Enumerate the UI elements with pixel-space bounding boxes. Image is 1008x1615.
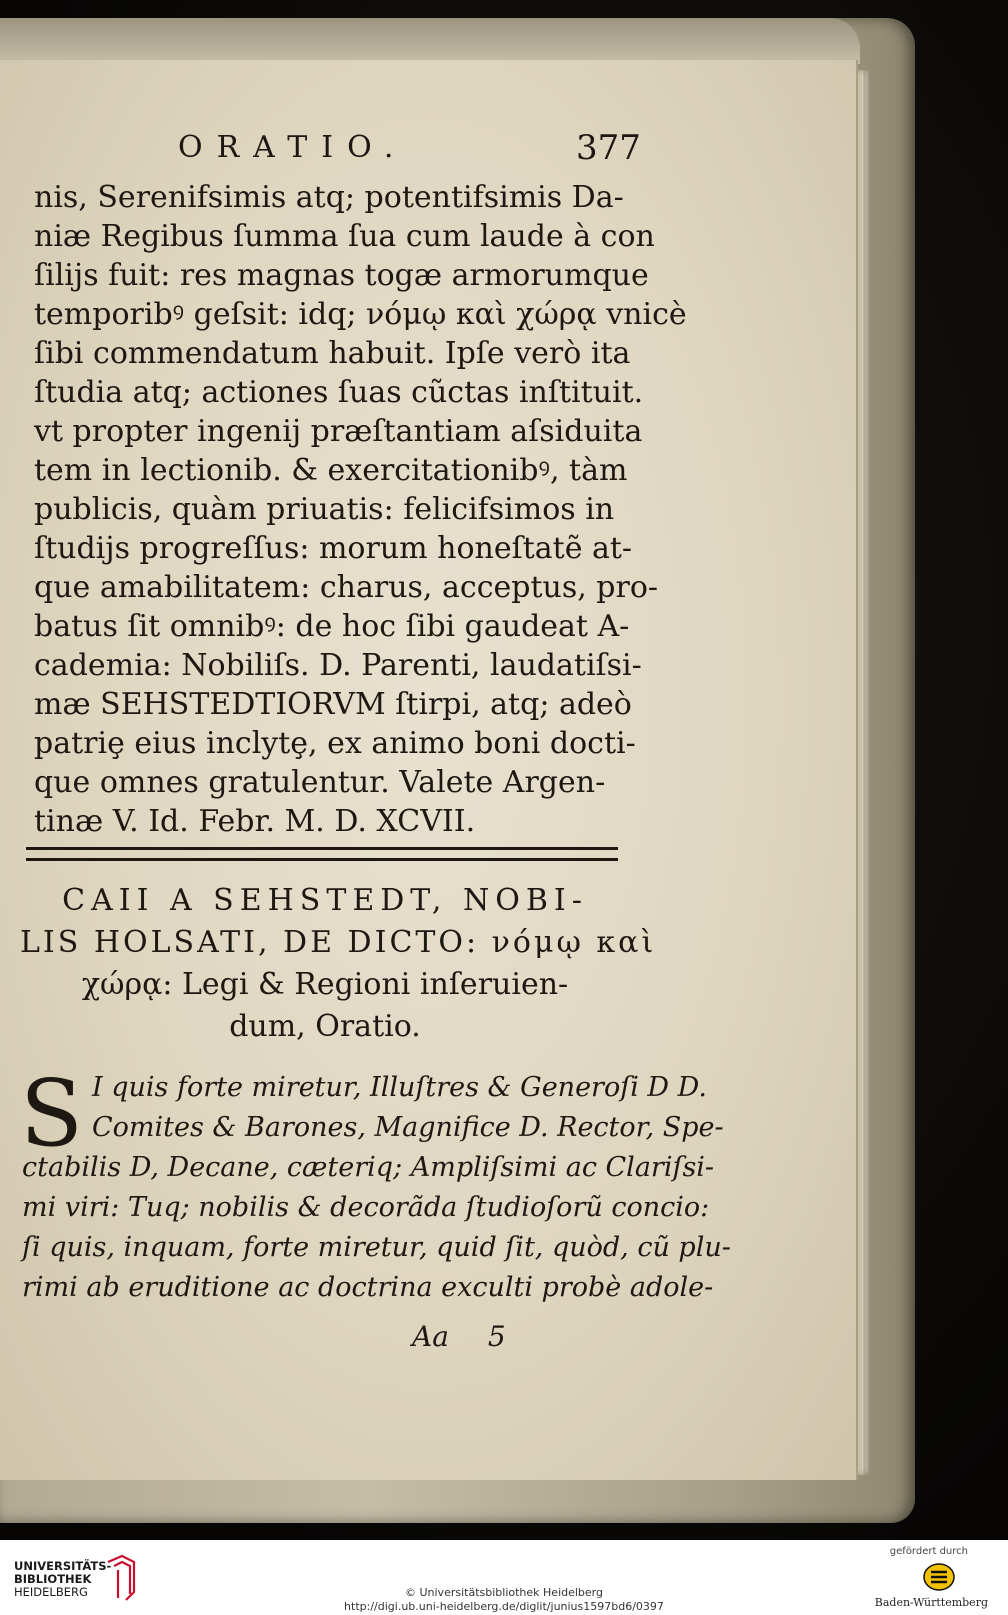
source-url[interactable]: http://digi.ub.uni-heidelberg.de/diglit/junius1597bd6/0397 bbox=[344, 1600, 664, 1613]
body-text bbox=[34, 178, 687, 841]
text-line: ſilijs fuit: res magnas togæ armorumque bbox=[34, 258, 649, 293]
text-line: nis, Serenifsimis atq; potentifsimis Da- bbox=[34, 180, 624, 215]
text-line: vt propter ingenij præſtantiam aſsiduita bbox=[34, 414, 643, 449]
text-line: I quis forte miretur, Illuſtres & Generoſi D D. bbox=[92, 1072, 707, 1103]
running-head: ORATIO. bbox=[178, 130, 408, 165]
text-line: que amabilitatem: charus, acceptus, pro- bbox=[34, 570, 659, 605]
text-line: mæ SEHSTEDTIORVM ſtirpi, atq; adeò bbox=[34, 687, 632, 722]
library-name-line: UNIVERSITÄTS- bbox=[14, 1559, 112, 1573]
footer-bar bbox=[0, 1540, 1008, 1615]
state-coat-of-arms-icon bbox=[922, 1562, 956, 1592]
library-name-line: BIBLIOTHEK bbox=[14, 1572, 92, 1586]
page-number: 377 bbox=[576, 128, 641, 168]
text-line: ſtudia atq; actiones ſuas cũctas inſtituit. bbox=[34, 375, 644, 410]
text-line: cademia: Nobiliſs. D. Parenti, laudatiſsi- bbox=[34, 648, 642, 683]
binding-top-edge bbox=[0, 18, 860, 64]
text-line: tem in lectionib. & exercitationibꝰ, tàm bbox=[34, 453, 628, 488]
library-name-line: HEIDELBERG bbox=[14, 1585, 88, 1599]
double-rule-divider bbox=[26, 847, 618, 861]
text-line: ſi quis, inquam, forte miretur, quid ſit, quòd, cũ plu- bbox=[22, 1232, 731, 1263]
sponsor-label: gefördert durch bbox=[889, 1546, 968, 1557]
text-line: rimi ab eruditione ac doctrina exculti probè adole- bbox=[22, 1272, 714, 1303]
text-line: niæ Regibus ſumma ſua cum laude à con bbox=[34, 219, 655, 254]
text-line: ctabilis D, Decane, cæteriq; Ampliſsimi ac Clariſsi- bbox=[22, 1152, 715, 1183]
book-page bbox=[0, 60, 858, 1480]
text-line: mi viri: Tuq; nobilis & decorãda ſtudioſorũ concio: bbox=[22, 1192, 710, 1223]
sponsor-name: Baden-Württemberg bbox=[874, 1596, 988, 1609]
signature-mark: Aa 5 bbox=[412, 1320, 506, 1353]
copyright-text: © Universitätsbibliothek Heidelberg bbox=[404, 1586, 603, 1599]
text-line: ſibi commendatum habuit. Ipſe verò ita bbox=[34, 336, 631, 371]
text-line: temporibꝰ geſsit: idq; νόμῳ καὶ χώρᾳ vnicè bbox=[34, 297, 687, 332]
text-line: Comites & Barones, Magnifice D. Rector, Spe- bbox=[92, 1112, 724, 1143]
heading-line: LIS HOLSATI, DE DICTO: νόμῳ καὶ bbox=[20, 925, 657, 960]
drop-cap-initial: S bbox=[20, 1060, 84, 1167]
oration-heading bbox=[20, 880, 657, 1048]
text-line: tinæ V. Id. Febr. M. D. XCVII. bbox=[34, 804, 476, 839]
text-line: ſtudijs progreſſus: morum honeſtatẽ at- bbox=[34, 531, 633, 566]
page-text bbox=[0, 60, 856, 1480]
copyright-notice bbox=[0, 1586, 1008, 1614]
heading-line: χώρᾳ: Legi & Regioni inſeruien- bbox=[81, 967, 569, 1002]
text-line: patriȩ eius inclytȩ, ex animo boni docti- bbox=[34, 726, 636, 761]
text-line: batus ſit omnibꝰ: de hoc ſibi gaudeat A- bbox=[34, 609, 630, 644]
heading-line: CAII A SEHSTEDT, NOBI- bbox=[62, 883, 588, 918]
text-line: que omnes gratulentur. Valete Argen- bbox=[34, 765, 606, 800]
heading-line: dum, Oratio. bbox=[229, 1009, 421, 1044]
text-line: publicis, quàm priuatis: felicifsimos in bbox=[34, 492, 615, 527]
oration-text bbox=[20, 1060, 731, 1308]
